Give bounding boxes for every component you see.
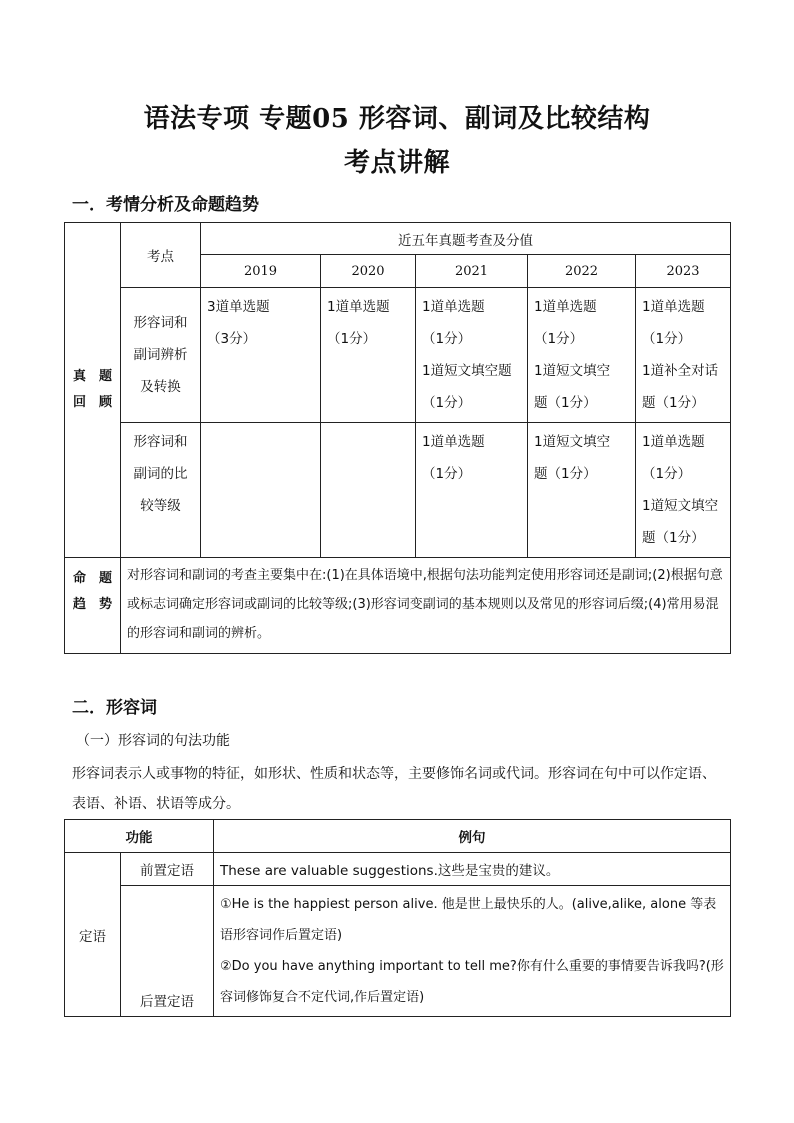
- row2-2021: 1道单选题 （1分）: [416, 423, 528, 558]
- year-2019: 2019: [201, 255, 321, 288]
- row2-2019: [201, 423, 321, 558]
- row1-2022: 1道单选题 （1分） 1道短文填空 题（1分）: [528, 288, 636, 423]
- year-2022: 2022: [528, 255, 636, 288]
- document-subtitle: 考点讲解: [343, 148, 450, 178]
- topic-comparison-degrees: 形容词和 副词的比 较等级: [121, 423, 201, 558]
- row2-2022: 1道短文填空 题（1分）: [528, 423, 636, 558]
- attributive-label: 定语: [65, 853, 121, 1017]
- trend-label: 命 题 趋 势: [65, 558, 121, 654]
- example-3: ②Do you have anything important to tell me?你有什么重要的事情要告诉我吗?(形容词修饰复合不定代词,作后置定语): [220, 959, 724, 1005]
- years-header: 近五年真题考查及分值: [201, 223, 731, 255]
- section-1-heading: 一．考情分析及命题趋势: [72, 195, 259, 215]
- row1-2023: 1道单选题 （1分） 1道补全对话 题（1分）: [636, 288, 731, 423]
- function-header: 功能: [65, 820, 214, 853]
- year-2021: 2021: [416, 255, 528, 288]
- post-attributive: 后置定语: [121, 886, 214, 1017]
- row2-2023: 1道单选题 （1分） 1道短文填空 题（1分）: [636, 423, 731, 558]
- example-2: ①He is the happiest person alive. 他是世上最快乐的人。(alive,alike, alone 等表语形容词作后置定语): [220, 897, 717, 943]
- review-label: 真 题 回 顾: [65, 223, 121, 558]
- adjective-function-table: [64, 819, 731, 1017]
- row1-2021: 1道单选题 （1分） 1道短文填空题 （1分）: [416, 288, 528, 423]
- example-1: These are valuable suggestions.这些是宝贵的建议。: [214, 853, 731, 886]
- example-header: 例句: [214, 820, 731, 853]
- kaodian-header: 考点: [121, 223, 201, 288]
- section-2-heading: 二．形容词: [72, 698, 157, 718]
- exam-analysis-table: [64, 222, 731, 654]
- row2-2020: [321, 423, 416, 558]
- year-2023: 2023: [636, 255, 731, 288]
- year-2020: 2020: [321, 255, 416, 288]
- examples-2-3: [214, 886, 731, 1017]
- trend-text: 对形容词和副词的考查主要集中在:(1)在具体语境中,根据句法功能判定使用形容词还是副词;(2)根据句意或标志词确定形容词或副词的比较等级;(3)形容词变副词的基本规则以及常见的形容词后缀;(4)常用易混的形容词和副词的辨析。: [121, 558, 731, 654]
- topic-adj-adv-discrimination: 形容词和 副词辨析 及转换: [121, 288, 201, 423]
- document-title: 语法专项 专题05 形容词、副词及比较结构: [143, 104, 651, 134]
- subsection-heading: （一）形容词的句法功能: [76, 733, 230, 749]
- row1-2019: 3道单选题 （3分）: [201, 288, 321, 423]
- row1-2020: 1道单选题 （1分）: [321, 288, 416, 423]
- intro-paragraph: 形容词表示人或事物的特征，如形状、性质和状态等，主要修饰名词或代词。形容词在句中可以作定语、表语、补语、状语等成分。: [72, 766, 716, 812]
- pre-attributive: 前置定语: [121, 853, 214, 886]
